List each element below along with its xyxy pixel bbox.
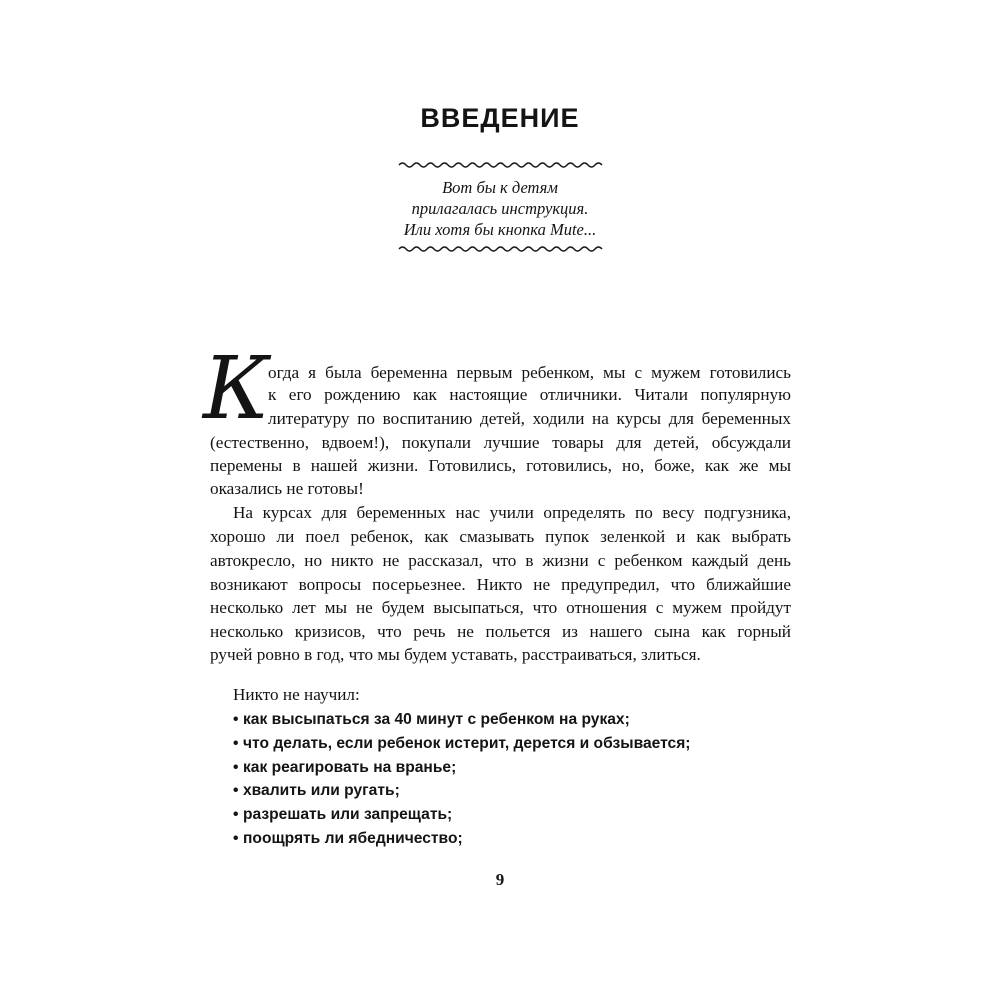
- list-item-text: хвалить или ругать;: [243, 782, 400, 800]
- bullet-icon: •: [233, 782, 239, 800]
- epigraph-line: Или хотя бы кнопка Mute...: [403, 220, 597, 239]
- paragraph-2-line: возникают вопросы посерьезнее. Никто не предупредил, что ближайшие: [210, 575, 791, 594]
- paragraph-2-line: автокресло, но никто не рассказал, что в жизни с ребенком каждый день: [210, 551, 791, 570]
- wave-divider-bottom: [398, 244, 604, 254]
- paragraph-1-line: к его рождению как настоящие отличники. Читали популярную: [268, 385, 791, 404]
- epigraph: [0, 177, 1000, 240]
- list-item: [233, 779, 690, 803]
- bullet-icon: •: [233, 806, 239, 824]
- list-item-text: как высыпаться за 40 минут с ребенком на руках;: [243, 711, 630, 728]
- page-number: 9: [495, 870, 505, 889]
- paragraph-2-line: несколько лет мы не будем высыпаться, что отношения с мужем пройдут: [210, 598, 791, 617]
- paragraph-2-line: ручей ровно в год, что мы будем уставать, расстраиваться, злиться.: [210, 645, 701, 664]
- list-intro: Никто не научил:: [233, 685, 360, 704]
- list-item: [233, 827, 690, 851]
- chapter-title: ВВЕДЕНИЕ: [420, 103, 580, 133]
- paragraph-1-line: (естественно, вдвоем!), покупали лучшие товары для детей, обсуждали: [210, 433, 791, 452]
- paragraph-2-line: несколько кризисов, что речь не польется из нашего сына как горный: [210, 622, 791, 641]
- bullet-icon: •: [233, 758, 239, 776]
- drop-cap: К: [203, 339, 270, 439]
- list-item: [233, 756, 690, 780]
- paragraph-1-line: оказались не готовы!: [210, 479, 364, 498]
- bullet-icon: •: [233, 711, 239, 728]
- paragraph-2-line: хорошо ли поел ребенок, как смазывать пупок зеленкой и как выбрать: [210, 527, 791, 546]
- paragraph-1-line: литературу по воспитанию детей, ходили на курсы для беременных: [268, 409, 791, 428]
- paragraph-1-line: огда я была беременна первым ребенком, мы с мужем готовились: [268, 363, 791, 382]
- list-item-text: поощрять ли ябедничество;: [243, 829, 463, 847]
- bullet-icon: •: [233, 829, 239, 847]
- list-item-text: разрешать или запрещать;: [243, 806, 453, 824]
- list-item: [233, 708, 690, 732]
- list-item: [233, 732, 690, 756]
- paragraph-2-line: На курсах для беременных нас учили определять по весу подгузника,: [233, 503, 791, 522]
- bullet-icon: •: [233, 734, 239, 752]
- list-item: [233, 803, 690, 827]
- list-item-text: что делать, если ребенок истерит, дерется и обзывается;: [243, 734, 691, 752]
- list-item-text: как реагировать на вранье;: [243, 758, 457, 776]
- wave-divider-top: [398, 160, 604, 170]
- epigraph-line: прилагалась инструкция.: [411, 199, 589, 218]
- bullet-list: [233, 708, 690, 851]
- paragraph-1-line: перемены в нашей жизни. Готовились, готовились, но, боже, как же мы: [210, 456, 791, 475]
- epigraph-line: Вот бы к детям: [442, 178, 558, 197]
